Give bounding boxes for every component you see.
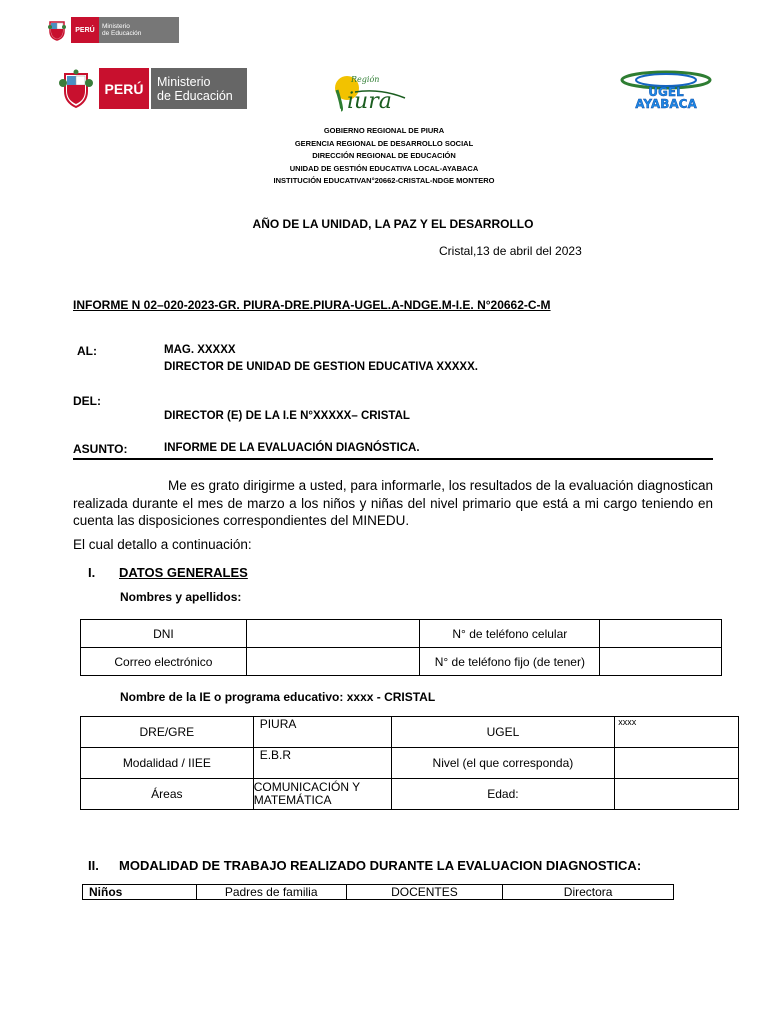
table-cell[interactable] [246,620,420,648]
table-cell: Correo electrónico [81,648,247,676]
table-row [83,885,674,900]
ministerio-label [149,68,247,109]
table-cell[interactable] [600,648,722,676]
table-cell: Directora [503,885,674,900]
document-date: Cristal,13 de abril del 2023 [439,244,582,258]
table-cell: E.B.R [253,748,391,779]
peru-label: PERÚ [99,68,149,109]
table-cell: xxxx [615,717,739,748]
peru-coat-of-arms-icon [46,19,68,41]
svg-text:iura: iura [347,89,392,112]
institution-header [0,125,768,188]
ugel-ayabaca-logo [618,70,714,110]
svg-text:Región: Región [351,75,380,84]
table-cell: UGEL [391,717,615,748]
minedu-logo-small [46,17,179,43]
table-cell: Nivel (el que corresponda) [391,748,615,779]
table-cell: Niños [83,885,197,900]
ministerio-line2: de Educación [102,30,142,37]
ministerio-line2: de Educación [157,88,233,103]
ie-table [80,716,739,810]
minedu-logo [58,68,249,109]
al-line2: DIRECTOR DE UNIDAD DE GESTION EDUCATIVA XXXXX. [164,361,478,373]
section2-number: II. [88,858,99,873]
informe-number: INFORME N 02–020-2023-GR. PIURA-DRE.PIURA-UGEL.A-NDGE.M-I.E. N°20662-C-M [73,298,551,312]
table-cell: Edad: [391,779,615,810]
year-title: AÑO DE LA UNIDAD, LA PAZ Y EL DESARROLLO [252,217,534,231]
table-cell[interactable] [615,779,739,810]
table-row [81,620,722,648]
table-cell[interactable] [246,648,420,676]
table-row [81,748,739,779]
table-cell: Modalidad / IIEE [81,748,254,779]
header-line: UNIDAD DE GESTIÓN EDUCATIVA LOCAL-AYABACA [289,163,479,173]
region-piura-logo [325,70,445,112]
asunto-label: ASUNTO: [73,442,128,456]
del-label: DEL: [73,394,101,408]
asunto-value: INFORME DE LA EVALUACIÓN DIAGNÓSTICA. [164,442,420,454]
body-paragraph: Me es grato dirigirme a usted, para informarle, los resultados de la evaluación diagnostican realizada durante el mes de marzo a los niños y niñas del nivel primario que está a mi cargo teniendo en cuenta las disposiciones correspondientes del MINEDU. [73,478,713,528]
svg-text:AYABACA: AYABACA [635,97,697,110]
header-line: INSTITUCIÓN EDUCATIVAN°20662-CRISTAL-NDGE MONTERO [273,176,495,186]
header-line: DIRECCIÓN REGIONAL DE EDUCACIÓN [312,151,456,161]
table-cell[interactable] [615,748,739,779]
table-cell: COMUNICACIÓN Y MATEMÁTICA [253,779,391,810]
header-line: GOBIERNO REGIONAL DE PIURA [323,126,445,135]
divider [73,458,713,460]
del-value: DIRECTOR (E) DE LA I.E N°XXXXX– CRISTAL [164,410,410,422]
ministerio-label [99,17,179,43]
table-cell: Padres de familia [196,885,346,900]
svg-text:UGEL: UGEL [648,85,684,99]
section2-title: MODALIDAD DE TRABAJO REALIZADO DURANTE LA EVALUACION DIAGNOSTICA: [119,858,642,873]
ministerio-line1: Ministerio [102,23,130,30]
table-cell: N° de teléfono celular [420,620,600,648]
al-line1: MAG. XXXXX [164,344,236,356]
table-cell: DOCENTES [346,885,503,900]
table-cell: N° de teléfono fijo (de tener) [420,648,600,676]
body-paragraph-2: El cual detallo a continuación: [73,537,252,552]
ministerio-line1: Ministerio [157,74,211,89]
table-cell[interactable] [600,620,722,648]
ie-label: Nombre de la IE o programa educativo: xxxx - CRISTAL [120,690,436,704]
peru-label: PERÚ [71,17,99,43]
header-line: GERENCIA REGIONAL DE DESARROLLO SOCIAL [294,138,474,148]
names-label: Nombres y apellidos: [120,590,242,604]
section1-title: DATOS GENERALES [119,565,248,580]
table-cell: DNI [81,620,247,648]
section1-number: I. [88,565,96,580]
al-label: AL: [77,344,97,358]
general-data-table [80,619,722,676]
table-cell: PIURA [253,717,391,748]
table-row [81,779,739,810]
table-cell: DRE/GRE [81,717,254,748]
work-modality-table [82,884,674,900]
table-row [81,717,739,748]
peru-coat-of-arms-icon [58,69,94,109]
table-row [81,648,722,676]
table-cell: Áreas [81,779,254,810]
